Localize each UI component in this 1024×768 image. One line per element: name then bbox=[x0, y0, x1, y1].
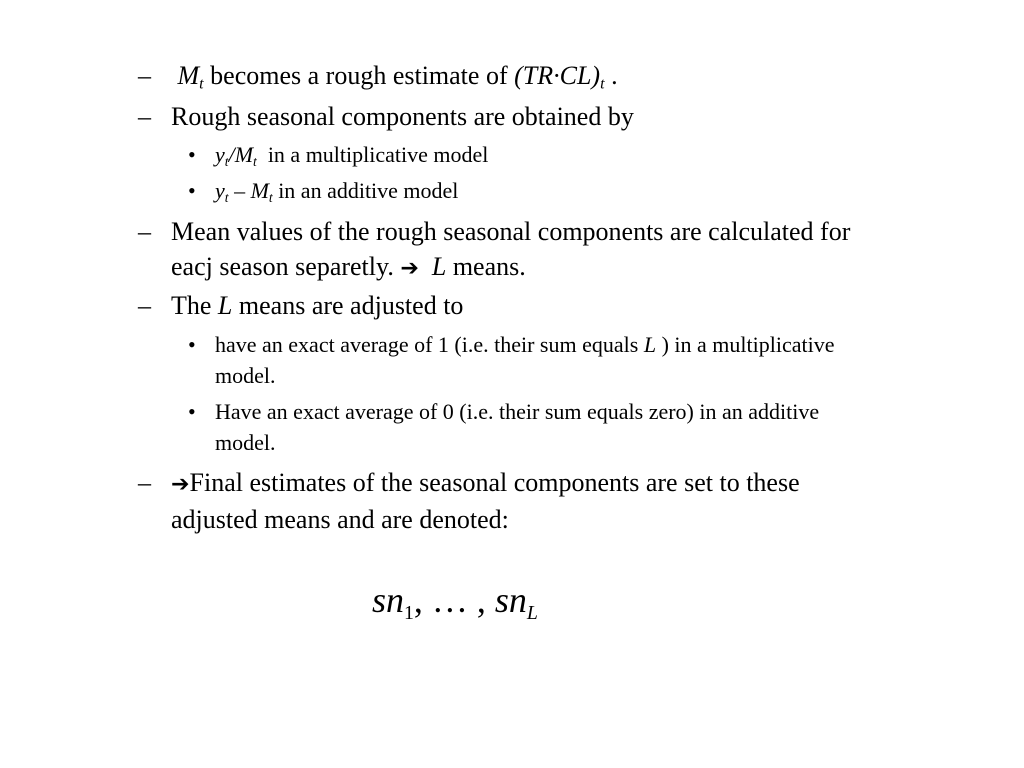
bullet-end: means. bbox=[446, 252, 526, 281]
bullet-dot: • bbox=[188, 178, 196, 203]
sub-bullet-text: Have an exact average of 0 (i.e. their sum equals zero) in an additive bbox=[215, 399, 820, 424]
bullet-text: means are adjusted to bbox=[232, 291, 464, 320]
bullet-text-line1: Mean values of the rough seasonal components are calculated for bbox=[171, 217, 851, 246]
arrow-right-icon: ➔ bbox=[171, 471, 190, 497]
math-m: M bbox=[234, 142, 254, 167]
arrow-right-icon: ➔ bbox=[400, 255, 419, 281]
math-m: M bbox=[250, 178, 269, 203]
sub-bullet-additive bbox=[188, 175, 955, 206]
sub-bullet-text-line2: model. bbox=[215, 430, 276, 455]
sub-bullet-text-line2: model. bbox=[215, 363, 276, 388]
math-sub-t: t bbox=[253, 153, 257, 169]
dash-marker: – bbox=[138, 61, 151, 90]
math-slash: / bbox=[228, 142, 235, 167]
math-sub-t: t bbox=[224, 189, 229, 205]
sub-bullet-multiplicative bbox=[188, 139, 955, 170]
sub-bullet-exact-average-1 bbox=[188, 329, 955, 391]
math-minus: – bbox=[228, 178, 251, 203]
formula-sn-last: sn bbox=[494, 580, 527, 620]
math-sub-t: t bbox=[224, 153, 229, 169]
dash-marker: – bbox=[138, 217, 151, 246]
sub-bullet-text: have an exact average of 1 (i.e. their sum equals bbox=[215, 332, 644, 357]
math-l: L bbox=[431, 252, 447, 281]
bullet-text-line1: Final estimates of the seasonal components are set to these bbox=[189, 468, 800, 497]
dash-marker: – bbox=[138, 291, 151, 320]
bullet-estimate bbox=[138, 58, 931, 93]
sub-bullet-text: in an additive model bbox=[272, 178, 459, 203]
bullet-end: . bbox=[604, 61, 618, 90]
bullet-dot: • bbox=[188, 399, 196, 424]
math-l: L bbox=[643, 332, 657, 357]
bullet-dot: • bbox=[188, 332, 196, 357]
math-sub-t: t bbox=[268, 189, 273, 205]
formula-sub-1: 1 bbox=[404, 601, 414, 624]
math-l: L bbox=[217, 291, 233, 320]
sub-bullet-text: in a multiplicative model bbox=[256, 142, 489, 167]
math-sub-t: t bbox=[199, 75, 204, 93]
sub-bullet-exact-average-0 bbox=[188, 396, 955, 458]
bullet-text: becomes a rough estimate of bbox=[203, 61, 515, 90]
bullet-final-estimates bbox=[138, 465, 931, 537]
formula-sn-first: sn bbox=[372, 580, 405, 620]
bullet-adjusted bbox=[138, 288, 931, 323]
sub-bullet-text: ) in a multiplicative bbox=[656, 332, 835, 357]
bullet-text: The bbox=[171, 291, 218, 320]
math-expression: (TR·CL) bbox=[514, 61, 601, 90]
math-sub-t: t bbox=[600, 75, 605, 93]
seasonal-components-formula bbox=[372, 578, 538, 622]
bullet-mean-values bbox=[138, 214, 931, 286]
bullet-dot: • bbox=[188, 142, 196, 167]
math-y: y bbox=[215, 142, 225, 167]
math-y: y bbox=[215, 178, 225, 203]
math-m: M bbox=[177, 61, 200, 90]
dash-marker: – bbox=[138, 102, 151, 131]
bullet-rough-components bbox=[138, 99, 931, 134]
dash-marker: – bbox=[138, 468, 151, 497]
bullet-text-line2: adjusted means and are denoted: bbox=[171, 505, 509, 534]
bullet-text-line2: eacj season separetly. bbox=[171, 252, 401, 281]
bullet-text: Rough seasonal components are obtained by bbox=[171, 102, 634, 131]
formula-ellipsis: , … , bbox=[413, 580, 495, 620]
formula-sub-l: L bbox=[526, 601, 538, 624]
